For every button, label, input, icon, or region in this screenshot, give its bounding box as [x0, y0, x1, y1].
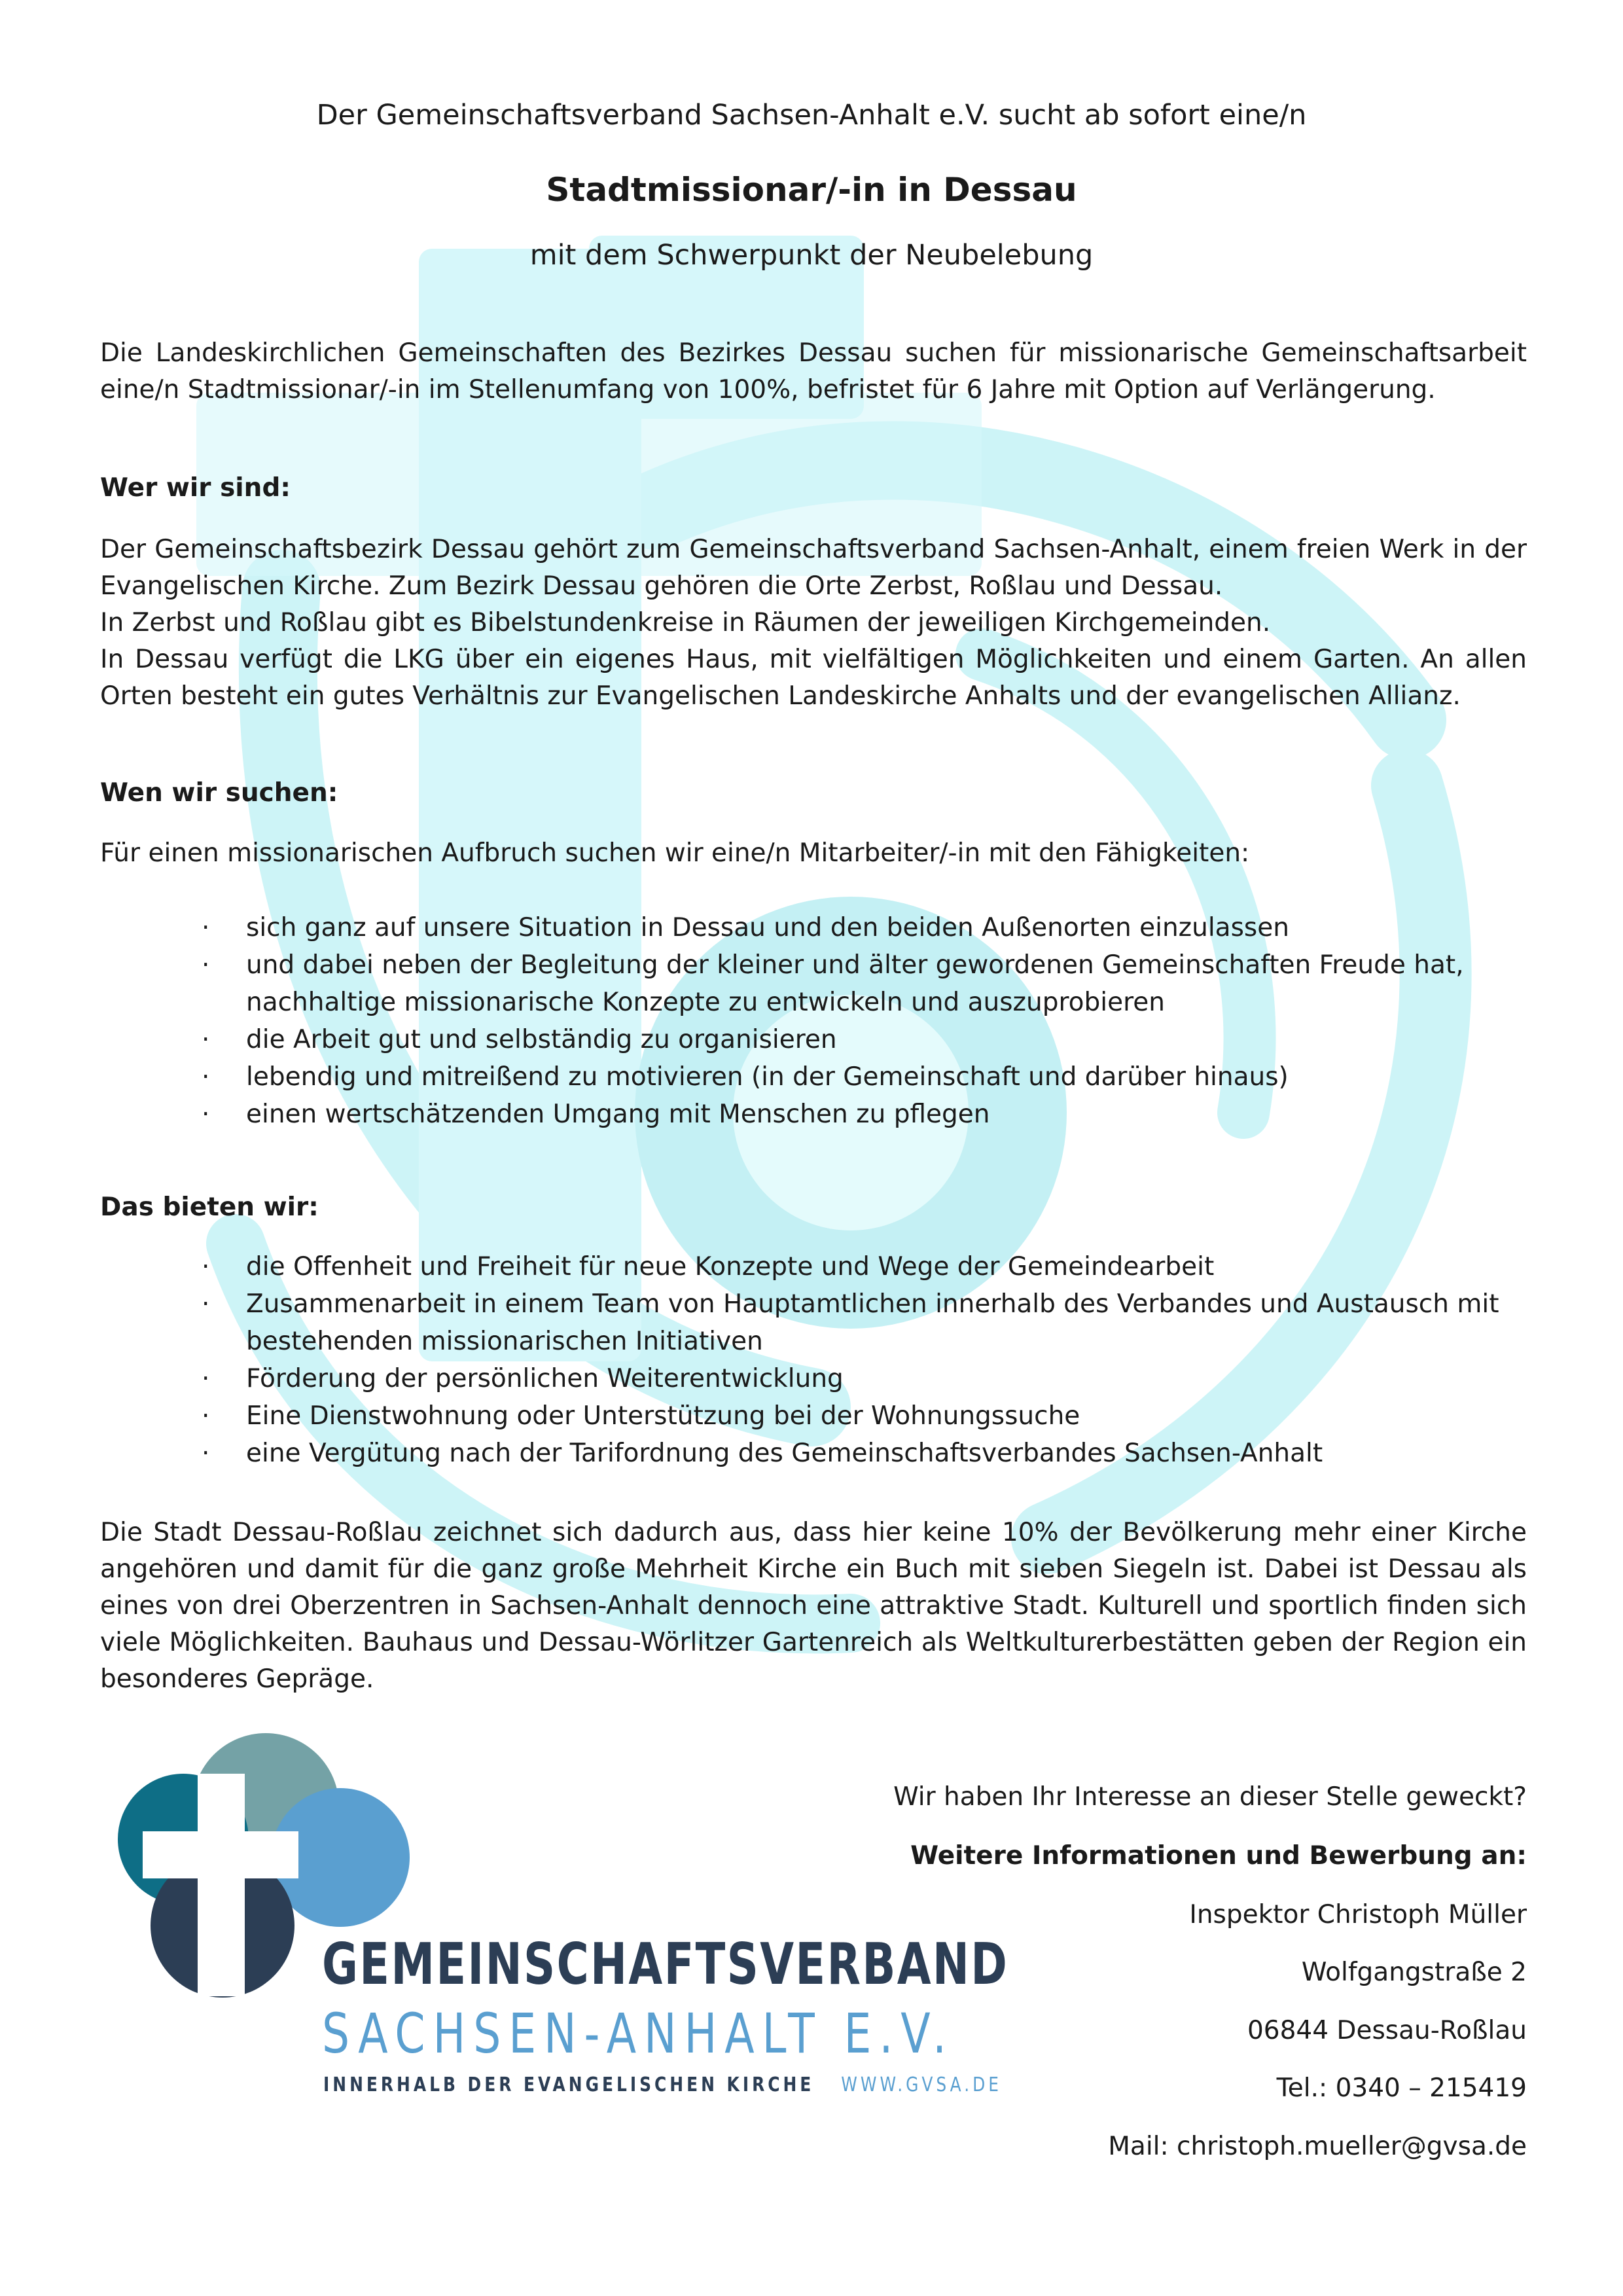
- page-subtitle: mit dem Schwerpunkt der Neubelebung: [529, 239, 1094, 272]
- list-item: · die Offenheit und Freiheit für neue Konzepte und Wege der Gemeindearbeit: [196, 1248, 1531, 1285]
- list-item: · lebendig und mitreißend zu motivieren (in der Gemeinschaft und darüber hinaus): [196, 1058, 1531, 1096]
- section-heading-who-we-seek: Wen wir suchen:: [100, 778, 338, 808]
- contact-street: Wolfgangstraße 2: [1301, 1958, 1527, 1987]
- city-paragraph: Die Stadt Dessau-Roßlau zeichnet sich dadurch aus, dass hier keine 10% der Bevölkerung mehr einer Kirche angehören und damit für die ganz große Mehrheit Kirche ein Buch mit sieben Siegeln ist. Dabei ist Dessau als eines von drei Oberzentren in Sachsen-Anhalt dennoch eine attraktive Stadt. Kulturell und sportlich finden sich viele Möglichkeiten. Bauhaus und Dessau-Wörlitzer Gartenreich als Weltkulturerbestätten geben der Region ein besonderes Gepräge.: [100, 1518, 1527, 1694]
- logo-line-3: INNERHALB DER EVANGELISCHEN KIRCHE WWW.GVSA.DE: [323, 2073, 1002, 2096]
- bullet-icon: ·: [202, 1025, 210, 1054]
- bullet-icon: ·: [202, 1401, 210, 1431]
- intro-paragraph: Die Landeskirchlichen Gemeinschaften des Bezirkes Dessau suchen für missionarische Gemeinschaftsarbeit eine/n Stadtmissionar/-in im Stellenumfang von 100%, befristet für 6 Jahre mit Option auf Verlängerung.: [100, 338, 1527, 404]
- contact-city: 06844 Dessau-Roßlau: [1247, 2016, 1527, 2045]
- who-we-seek-intro: Für einen missionarischen Aufbruch suchen wir eine/n Mitarbeiter/-in mit den Fähigkeiten:: [100, 838, 1250, 868]
- who-we-are-line: In Zerbst und Roßlau gibt es Bibelstundenkreise in Räumen der jeweiligen Kirchgemeinden.: [100, 608, 1271, 637]
- logo-line-2: SACHSEN-ANHALT E.V.: [322, 2001, 954, 2066]
- bullet-icon: ·: [202, 913, 210, 942]
- bullet-icon: ·: [202, 1252, 210, 1282]
- list-item: · eine Vergütung nach der Tarifordnung des Gemeinschaftsverbandes Sachsen-Anhalt: [196, 1435, 1531, 1472]
- list-item: · die Arbeit gut und selbständig zu organisieren: [196, 1021, 1531, 1058]
- who-we-are-line: Der Gemeinschaftsbezirk Dessau gehört zum Gemeinschaftsverband Sachsen-Anhalt, einem freien Werk in der Evangelischen Kirche. Zum Bezirk Dessau gehören die Orte Zerbst, Roßlau und Dessau.: [100, 535, 1527, 601]
- who-we-seek-list: [196, 909, 1531, 1133]
- list-item: · sich ganz auf unsere Situation in Dessau und den beiden Außenorten einzulassen: [196, 909, 1531, 946]
- section-heading-we-offer: Das bieten wir:: [100, 1193, 319, 1222]
- who-we-are-paragraph: [100, 531, 1527, 715]
- logo-line-1: GEMEINSCHAFTSVERBAND: [322, 1931, 1009, 1998]
- logo-url: WWW.GVSA.DE: [841, 2073, 1002, 2096]
- page-title: Stadtmissionar/-in in Dessau: [546, 171, 1077, 209]
- bullet-icon: ·: [202, 1289, 210, 1319]
- contact-phone: Tel.: 0340 – 215419: [1276, 2073, 1527, 2103]
- bullet-icon: ·: [202, 1062, 210, 1092]
- bullet-icon: ·: [202, 950, 210, 980]
- intro-line: Der Gemeinschaftsverband Sachsen-Anhalt e.V. sucht ab sofort eine/n: [316, 99, 1307, 132]
- who-we-are-line: In Dessau verfügt die LKG über ein eigenes Haus, mit vielfältigen Möglichkeiten und einem Garten. An allen Orten besteht ein gutes Verhältnis zur Evangelischen Landeskirche Anhalts und der evangelischen Allianz.: [100, 645, 1527, 711]
- bullet-icon: ·: [202, 1100, 210, 1129]
- we-offer-list: [196, 1248, 1531, 1472]
- list-item: · und dabei neben der Begleitung der kleiner und älter gewordenen Gemeinschaften Freude hat, nachhaltige missionarische Konzepte zu entwickeln und auszuprobieren: [196, 946, 1531, 1021]
- list-item: · Zusammenarbeit in einem Team von Hauptamtlichen innerhalb des Verbandes und Austausch mit bestehenden missionarischen Initiativen: [196, 1285, 1531, 1360]
- section-heading-who-we-are: Wer wir sind:: [100, 473, 291, 503]
- contact-heading: Weitere Informationen und Bewerbung an:: [910, 1841, 1527, 1871]
- contact-mail[interactable]: Mail: christoph.mueller@gvsa.de: [1108, 2132, 1527, 2161]
- list-item: · einen wertschätzenden Umgang mit Menschen zu pflegen: [196, 1096, 1531, 1133]
- contact-question: Wir haben Ihr Interesse an dieser Stelle geweckt?: [893, 1782, 1527, 1812]
- bullet-icon: ·: [202, 1439, 210, 1468]
- bullet-icon: ·: [202, 1364, 210, 1393]
- list-item: · Eine Dienstwohnung oder Unterstützung bei der Wohnungssuche: [196, 1397, 1531, 1435]
- list-item: · Förderung der persönlichen Weiterentwicklung: [196, 1360, 1531, 1397]
- contact-name: Inspektor Christoph Müller: [1189, 1900, 1527, 1929]
